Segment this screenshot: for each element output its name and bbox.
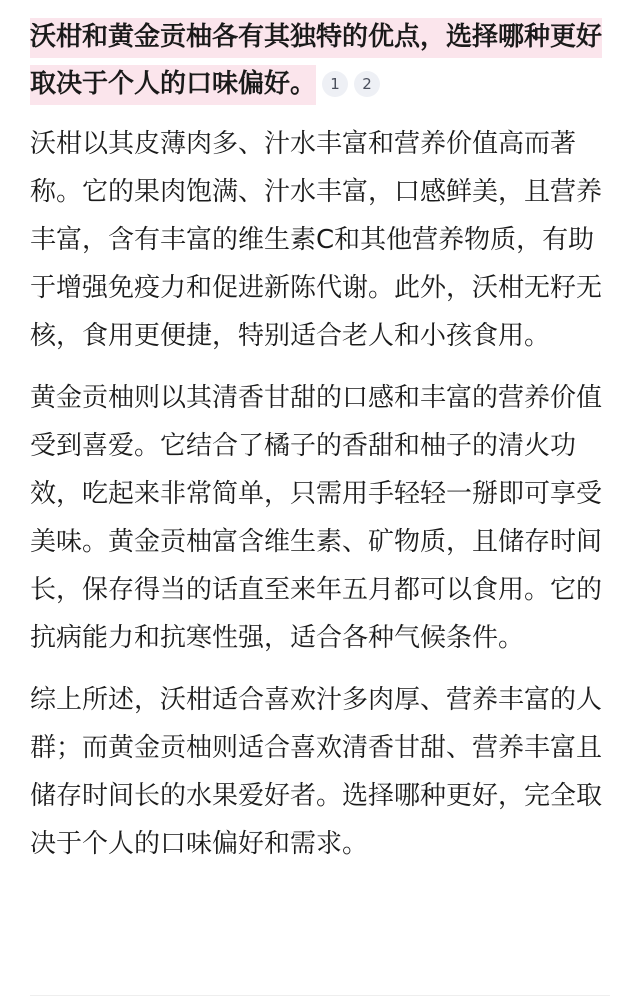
- citation-badge-2[interactable]: 2: [354, 71, 380, 97]
- summary-highlight: 沃柑和黄金贡柚各有其独特的优点，选择哪种更好取决于个人的口味偏好。: [30, 18, 602, 105]
- bottom-divider: [30, 995, 610, 996]
- paragraph-golden-pomelo: 黄金贡柚则以其清香甘甜的口感和丰富的营养价值受到喜爱。它结合了橘子的香甜和柚子的清火功效，吃起来非常简单，只需用手轻轻一掰即可享受美味。黄金贡柚富含维生素、矿物质，且储存时间长，保存得当的话直至来年五月都可以食用。它的抗病能力和抗寒性强，适合各种气候条件。: [30, 383, 603, 653]
- citation-badge-1[interactable]: 1: [322, 71, 348, 97]
- paragraph-wogan: 沃柑以其皮薄肉多、汁水丰富和营养价值高而著称。它的果肉饱满、汁水丰富，口感鲜美，且营养丰富，含有丰富的维生素C和其他营养物质，有助于增强免疫力和促进新陈代谢。此外，沃柑无籽无核，食用更便捷，特别适合老人和小孩食用。: [30, 129, 603, 351]
- paragraph-conclusion: 综上所述，沃柑适合喜欢汁多肉厚、营养丰富的人群；而黄金贡柚则适合喜欢清香甘甜、营养丰富且储存时间长的水果爱好者。选择哪种更好，完全取决于个人的口味偏好和需求。: [30, 685, 603, 859]
- answer-summary: [30, 14, 612, 108]
